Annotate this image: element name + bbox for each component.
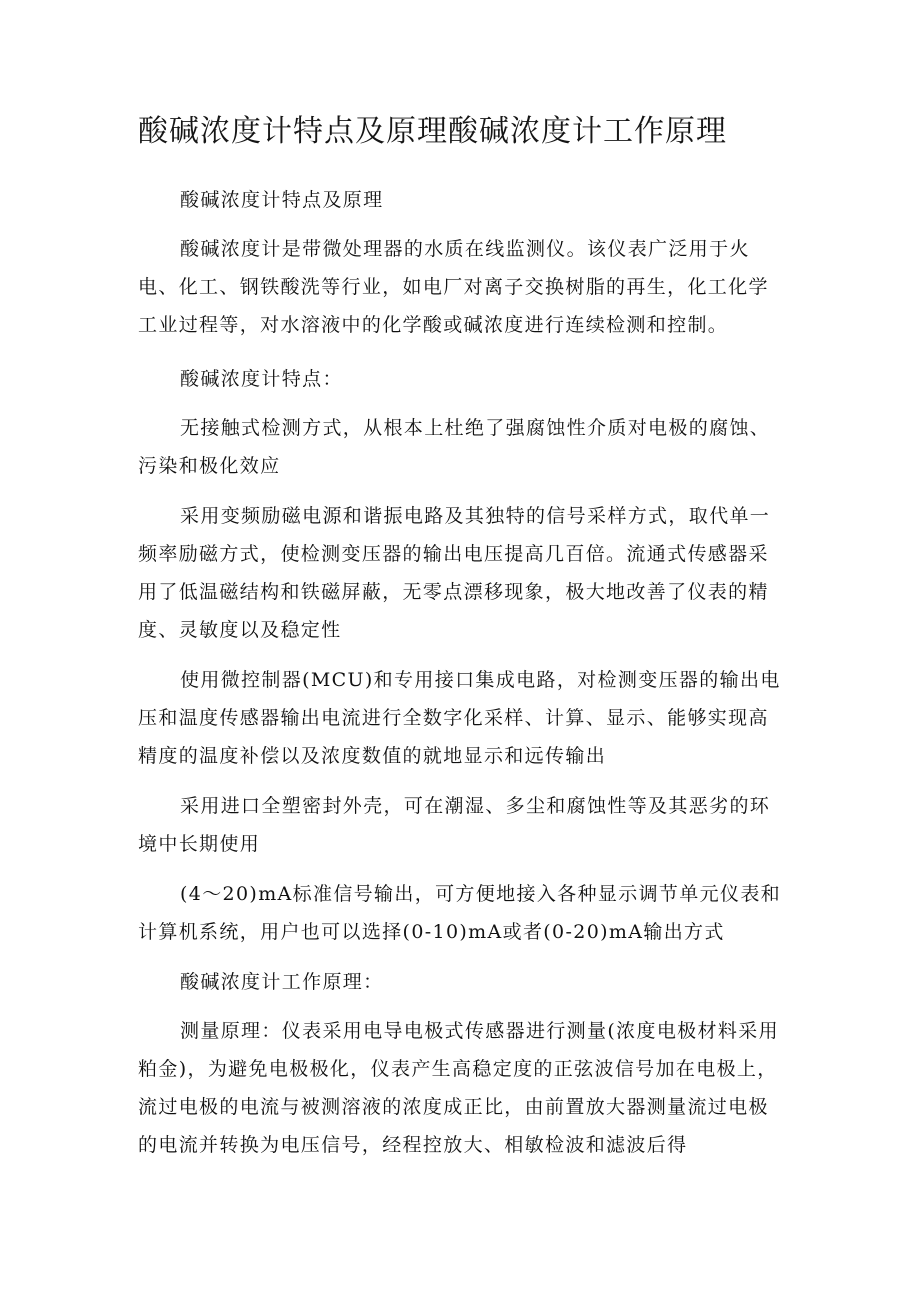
- paragraph-section-heading-features-principle: 酸碱浓度计特点及原理: [180, 189, 384, 211]
- paragraph-feature-output-signal: (4～20)mA标准信号输出，可方便地接入各种显示调节单元仪表和计算机系统，用户也可以选择(0-10)mA或者(0-20)mA输出方式: [138, 883, 782, 943]
- paragraph-feature-variable-frequency: 采用变频励磁电源和谐振电路及其独特的信号采样方式，取代单一频率励磁方式，使检测变压器的输出电压提高几百倍。流通式传感器采用了低温磁结构和铁磁屏蔽，无零点漂移现象，极大地改善了仪表的精度、灵敏度以及稳定性: [138, 505, 771, 641]
- paragraph-features-heading: 酸碱浓度计特点：: [180, 368, 343, 390]
- paragraph-feature-noncontact: 无接触式检测方式，从根本上杜绝了强腐蚀性介质对电极的腐蚀、污染和极化效应: [138, 417, 771, 477]
- paragraph-working-principle-heading: 酸碱浓度计工作原理：: [180, 971, 384, 993]
- paragraph-feature-plastic-housing: 采用进口全塑密封外壳，可在潮湿、多尘和腐蚀性等及其恶劣的环境中长期使用: [138, 795, 771, 855]
- document-title: 酸碱浓度计特点及原理酸碱浓度计工作原理: [138, 114, 727, 149]
- paragraph-intro: 酸碱浓度计是带微处理器的水质在线监测仪。该仪表广泛用于火电、化工、钢铁酸洗等行业，如电厂对离子交换树脂的再生，化工化学工业过程等，对水溶液中的化学酸或碱浓度进行连续检测和控制。: [138, 238, 769, 336]
- paragraph-measurement-principle: 测量原理：仪表采用电导电极式传感器进行测量(浓度电极材料采用粕金)，为避免电极极化，仪表产生高稳定度的正弦波信号加在电极上，流过电极的电流与被测溶液的浓度成正比，由前置放大器测量流过电极的电流并转换为电压信号，经程控放大、相敏检波和滤波后得: [138, 1020, 779, 1156]
- paragraph-feature-mcu: 使用微控制器(MCU)和专用接口集成电路，对检测变压器的输出电压和温度传感器输出电流进行全数字化采样、计算、显示、能够实现高精度的温度补偿以及浓度数值的就地显示和远传输出: [138, 669, 781, 767]
